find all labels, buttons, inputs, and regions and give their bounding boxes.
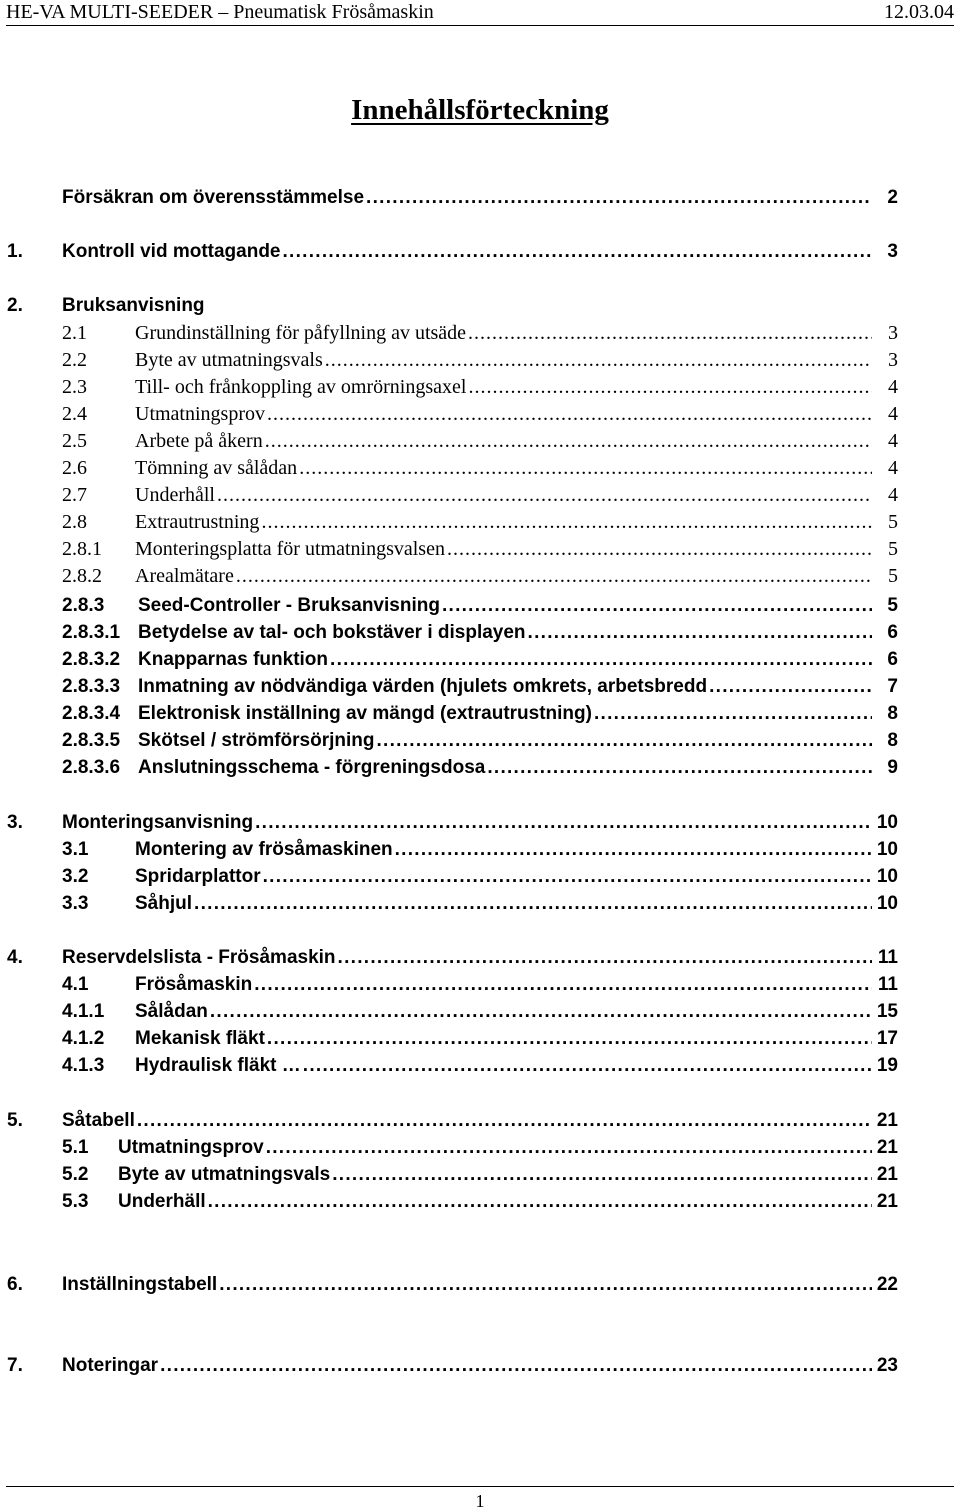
toc-dot-leader — [528, 620, 872, 646]
toc-dot-leader — [332, 1162, 872, 1188]
toc-entry-page: 5 — [888, 565, 898, 587]
toc-entry-label: Reservdelslista - Frösåmaskin — [62, 947, 336, 968]
toc-entry-number: 2.8.3.4 — [62, 703, 121, 724]
toc-entry-label: Utmatningsprov — [135, 403, 265, 425]
toc-dot-leader — [265, 428, 872, 454]
toc-dot-leader — [236, 563, 872, 589]
toc-entry — [0, 891, 960, 917]
toc-entry-label: Utmatningsprov — [118, 1137, 264, 1158]
toc-entry-label: Underhäll — [118, 1191, 206, 1212]
toc-dot-leader — [283, 239, 873, 265]
toc-entry-label: Skötsel / strömförsörjning — [138, 730, 375, 751]
toc-entry-label: Hydraulisk fläkt … — [135, 1055, 301, 1076]
toc-entry-page: 23 — [876, 1355, 898, 1376]
toc-entry-page: 4 — [888, 484, 898, 506]
toc-entry-label: Monteringsplatta för utmatningsvalsen — [135, 538, 445, 560]
toc-dot-leader — [442, 593, 872, 619]
toc-entry-number: 5. — [7, 1110, 23, 1131]
toc-entry-page: 4 — [888, 403, 898, 425]
toc-entry-page: 6 — [887, 622, 898, 643]
toc-entry — [0, 509, 960, 535]
toc-dot-leader — [219, 1272, 872, 1298]
toc-entry-page: 19 — [876, 1055, 898, 1076]
toc-entry-number: 2.8.3.6 — [62, 757, 121, 778]
toc-entry-page: 10 — [876, 893, 898, 914]
toc-entry-number: 2.1 — [62, 322, 87, 344]
toc-entry-number: 2.5 — [62, 430, 87, 452]
toc-entry-page: 15 — [876, 1001, 898, 1022]
toc-entry — [0, 482, 960, 508]
toc-entry — [0, 536, 960, 562]
toc-entry-label: Byte av utmatningsvals — [118, 1164, 331, 1185]
toc-dot-leader — [594, 701, 872, 727]
toc-entry-number: 4.1.2 — [62, 1028, 105, 1049]
toc-entry-number: 6. — [7, 1274, 23, 1295]
toc-entry-page: 5 — [887, 595, 898, 616]
toc-entry-label: Tömning av sålådan — [135, 457, 298, 479]
toc-entry — [0, 401, 960, 427]
toc-entry — [0, 293, 960, 319]
toc-entry-page: 3 — [888, 322, 898, 344]
toc-entry-number: 4.1.3 — [62, 1055, 105, 1076]
toc-entry-label: Elektronisk inställning av mängd (extrautrustning) — [138, 703, 592, 724]
toc-entry — [0, 945, 960, 971]
header-title: HE-VA MULTI-SEEDER – Pneumatisk Frösåmaskin — [6, 1, 434, 23]
toc-dot-leader — [366, 185, 872, 211]
toc-entry-page: 10 — [876, 866, 898, 887]
toc-entry — [0, 563, 960, 589]
toc-dot-leader — [217, 482, 872, 508]
toc-entry-page: 21 — [876, 1110, 898, 1131]
toc-dot-leader — [487, 755, 872, 781]
toc-entry — [0, 428, 960, 454]
toc-entry — [0, 1135, 960, 1161]
toc-entry-number: 2.8.3.5 — [62, 730, 121, 751]
toc-entry — [0, 1108, 960, 1134]
toc-entry-page: 8 — [887, 703, 898, 724]
toc-entry-number: 2.8.3.1 — [62, 622, 121, 643]
toc-entry — [0, 593, 960, 619]
toc-entry-page: 21 — [876, 1191, 898, 1212]
toc-entry-number: 7. — [7, 1355, 23, 1376]
toc-entry-number: 5.3 — [62, 1191, 89, 1212]
toc-dot-leader — [303, 1053, 872, 1079]
toc-dot-leader — [468, 374, 872, 400]
toc-entry-page: 8 — [887, 730, 898, 751]
toc-entry — [0, 864, 960, 890]
toc-entry — [0, 320, 960, 346]
toc-entry-number: 2.2 — [62, 349, 87, 371]
toc-entry-label: Anslutningsschema - förgreningsdosa — [138, 757, 486, 778]
toc-entry-number: 3.3 — [62, 893, 89, 914]
toc-entry-label: Inmatning av nödvändiga värden (hjulets omkrets, arbetsbredd — [138, 676, 708, 697]
toc-entry-number: 2.8.3.2 — [62, 649, 121, 670]
toc-dot-leader — [325, 347, 872, 373]
toc-entry-label: Frösåmaskin — [135, 974, 253, 995]
toc-entry — [0, 1026, 960, 1052]
toc-dot-leader — [267, 1026, 872, 1052]
toc-entry-page: 7 — [887, 676, 898, 697]
toc-entry-number: 2.8.1 — [62, 538, 102, 560]
toc-entry — [0, 1053, 960, 1079]
toc-entry-label: Till- och frånkoppling av omrörningsaxel — [135, 376, 467, 398]
toc-entry — [0, 374, 960, 400]
toc-entry-label: Arbete på åkern — [135, 430, 263, 452]
toc-entry-label: Såtabell — [62, 1110, 135, 1131]
header-date: 12.03.04 — [884, 1, 954, 23]
toc-entry-number: 4.1 — [62, 974, 89, 995]
toc-dot-leader — [299, 455, 872, 481]
toc-dot-leader — [267, 401, 872, 427]
toc-entry — [0, 1189, 960, 1215]
toc-entry-number: 5.1 — [62, 1137, 89, 1158]
toc-entry — [0, 347, 960, 373]
toc-dot-leader — [160, 1353, 872, 1379]
toc-entry-page: 5 — [888, 511, 898, 533]
toc-entry-page: 6 — [887, 649, 898, 670]
toc-entry-number: 2.4 — [62, 403, 87, 425]
toc-entry-page: 4 — [888, 430, 898, 452]
toc-entry — [0, 1162, 960, 1188]
toc-entry-page: 5 — [888, 538, 898, 560]
toc-dot-leader — [208, 1189, 872, 1215]
toc-entry — [0, 455, 960, 481]
toc-entry-number: 1. — [7, 241, 23, 262]
toc-dot-leader — [255, 810, 872, 836]
toc-entry-page: 22 — [876, 1274, 898, 1295]
toc-entry-number: 3.2 — [62, 866, 89, 887]
toc-dot-leader — [137, 1108, 872, 1134]
toc-entry-page: 4 — [888, 376, 898, 398]
toc-entry-label: Arealmätare — [135, 565, 234, 587]
toc-entry-page: 17 — [876, 1028, 898, 1049]
toc-dot-leader — [330, 647, 872, 673]
toc-entry-label: Montering av frösåmaskinen — [135, 839, 393, 860]
toc-entry-number: 2.8 — [62, 511, 87, 533]
toc-entry-page: 2 — [887, 187, 898, 208]
toc-entry-number: 4.1.1 — [62, 1001, 105, 1022]
toc-entry-page: 11 — [877, 974, 898, 995]
toc-entry-number: 2. — [7, 295, 23, 316]
toc-entry — [0, 185, 960, 211]
toc-entry — [0, 239, 960, 265]
toc-dot-leader — [266, 1135, 872, 1161]
toc-entry — [0, 972, 960, 998]
document-title: Innehållsförteckning — [351, 94, 609, 126]
toc-entry-page: 21 — [876, 1164, 898, 1185]
toc-dot-leader — [261, 509, 872, 535]
toc-entry-label: Extrautrustning — [135, 511, 260, 533]
toc-dot-leader — [338, 945, 872, 971]
toc-entry-page: 3 — [888, 349, 898, 371]
toc-entry-label: Underhåll — [135, 484, 215, 506]
toc-dot-leader — [376, 728, 872, 754]
toc-dot-leader — [263, 864, 872, 890]
toc-entry — [0, 810, 960, 836]
toc-entry-number: 2.6 — [62, 457, 87, 479]
toc-entry-number: 5.2 — [62, 1164, 89, 1185]
toc-entry-label: Kontroll vid mottagande — [62, 241, 281, 262]
toc-entry-page: 10 — [876, 839, 898, 860]
toc-entry-page: 11 — [877, 947, 898, 968]
toc-entry-number: 2.8.3.3 — [62, 676, 121, 697]
toc-dot-leader — [254, 972, 872, 998]
toc-entry-number: 3. — [7, 812, 23, 833]
toc-entry — [0, 728, 960, 754]
toc-entry-label: Inställningstabell — [62, 1274, 218, 1295]
toc-dot-leader — [468, 320, 872, 346]
toc-entry — [0, 837, 960, 863]
toc-entry-label: Försäkran om överensstämmelse — [62, 187, 365, 208]
toc-dot-leader — [194, 891, 872, 917]
toc-entry — [0, 647, 960, 673]
toc-entry-label: Noteringar — [62, 1355, 159, 1376]
toc-entry — [0, 620, 960, 646]
toc-entry — [0, 1353, 960, 1379]
toc-entry-label: Sålådan — [135, 1001, 208, 1022]
toc-entry-number: 2.3 — [62, 376, 87, 398]
footer-page-number: 1 — [475, 1491, 485, 1511]
toc-entry-label: Såhjul — [135, 893, 193, 914]
toc-entry-label: Bruksanvisning — [62, 295, 205, 316]
toc-entry — [0, 755, 960, 781]
toc-dot-leader — [210, 999, 872, 1025]
toc-entry-number: 2.8.3 — [62, 595, 105, 616]
toc-entry-page: 3 — [887, 241, 898, 262]
footer-divider — [6, 1486, 954, 1487]
toc-entry-number: 2.8.2 — [62, 565, 102, 587]
toc-entry-label: Seed-Controller - Bruksanvisning — [138, 595, 440, 616]
toc-entry-label: Mekanisk fläkt — [135, 1028, 265, 1049]
toc-entry-page: 10 — [876, 812, 898, 833]
toc-entry-number: 3.1 — [62, 839, 89, 860]
toc-entry-number: 4. — [7, 947, 23, 968]
toc-entry-page: 9 — [887, 757, 898, 778]
toc-entry-label: Knapparnas funktion — [138, 649, 329, 670]
toc-dot-leader — [447, 536, 872, 562]
toc-entry-number: 2.7 — [62, 484, 87, 506]
toc-entry-label: Betydelse av tal- och bokstäver i displayen — [138, 622, 526, 643]
toc-entry — [0, 701, 960, 727]
toc-entry-label: Spridarplattor — [135, 866, 261, 887]
toc-entry — [0, 674, 960, 700]
toc-entry-label: Grundinställning för påfyllning av utsäde — [135, 322, 467, 344]
toc-entry-page: 21 — [876, 1137, 898, 1158]
toc-entry-label: Monteringsanvisning — [62, 812, 254, 833]
toc-entry-label: Byte av utmatningsvals — [135, 349, 323, 371]
toc-entry — [0, 999, 960, 1025]
toc-dot-leader — [709, 674, 872, 700]
toc-dot-leader — [395, 837, 872, 863]
toc-entry — [0, 1272, 960, 1298]
toc-entry-page: 4 — [888, 457, 898, 479]
